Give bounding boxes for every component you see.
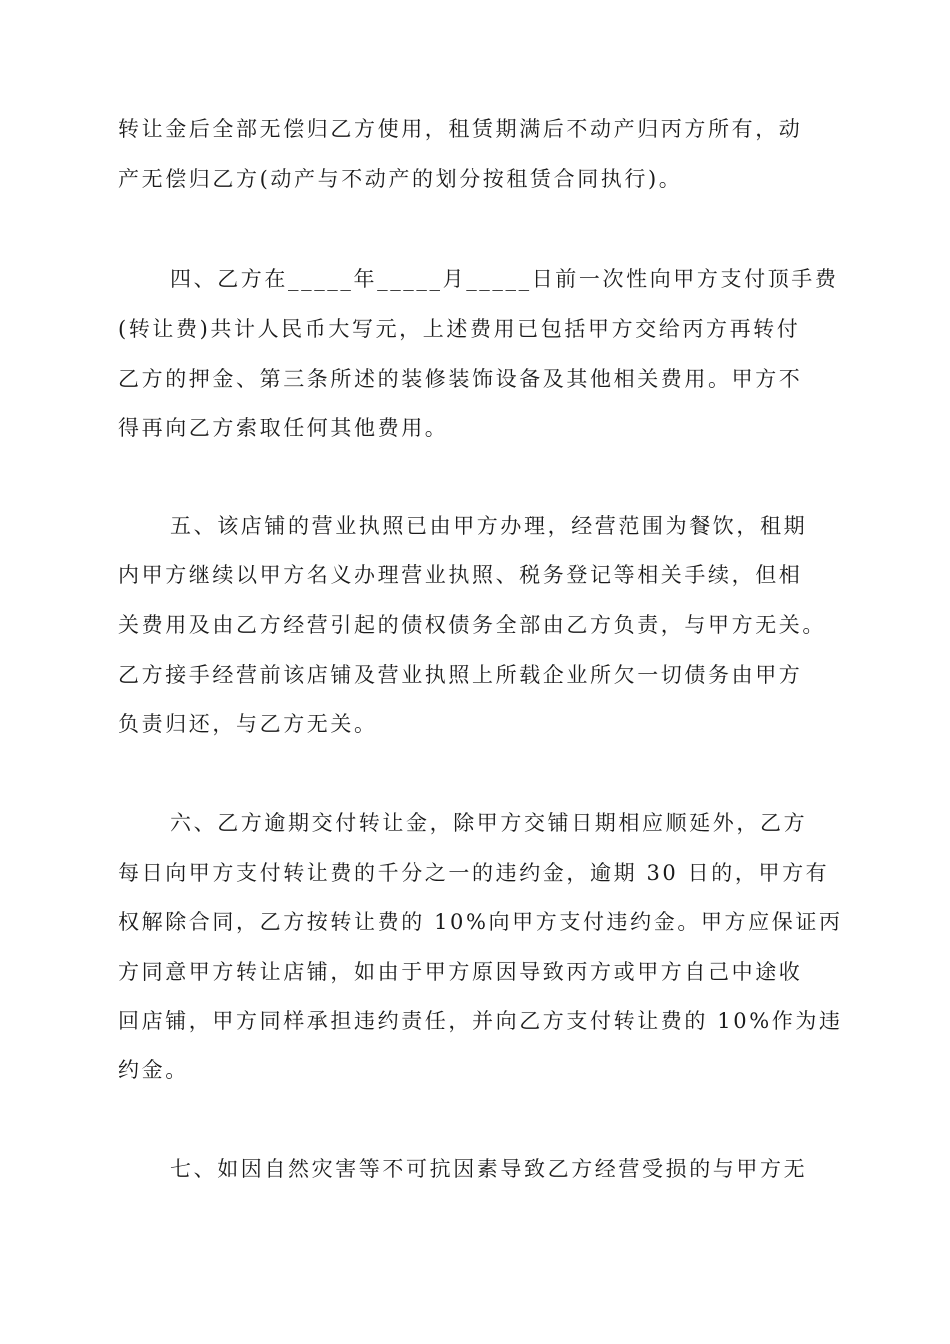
text-line: 内甲方继续以甲方名义办理营业执照、税务登记等相关手续，但相: [118, 563, 803, 587]
paragraph-7-start: 七、如因自然灾害等不可抗因素导致乙方经营受损的与甲方无: [170, 1157, 808, 1181]
text-line: 负责归还，与乙方无关。: [118, 712, 378, 736]
text-line: 乙方的押金、第三条所述的装修装饰设备及其他相关费用。甲方不: [118, 367, 803, 391]
text-line: 方同意甲方转让店铺，如由于甲方原因导致丙方或甲方自己中途收: [118, 960, 803, 984]
paragraph-6-start: 六、乙方逾期交付转让金，除甲方交铺日期相应顺延外，乙方: [170, 811, 808, 835]
text-line: 转让金后全部无偿归乙方使用，租赁期满后不动产归丙方所有，动: [118, 117, 803, 141]
text-line: 回店铺，甲方同样承担违约责任，并向乙方支付转让费的 10%作为违: [118, 1009, 843, 1033]
text-line: 约金。: [118, 1058, 189, 1082]
paragraph-4-start: 四、乙方在_____年_____月_____日前一次性向甲方支付顶手费: [170, 267, 839, 291]
text-line: (转让费)共计人民币大写元，上述费用已包括甲方交给丙方再转付: [118, 317, 801, 341]
text-line: 产无偿归乙方(动产与不动产的划分按租赁合同执行)。: [118, 167, 683, 191]
text-line: 关费用及由乙方经营引起的债权债务全部由乙方负责，与甲方无关。: [118, 613, 826, 637]
text-line: 权解除合同，乙方按转让费的 10%向甲方支付违约金。甲方应保证丙: [118, 910, 843, 934]
text-line: 得再向乙方索取任何其他费用。: [118, 416, 449, 440]
paragraph-5-start: 五、该店铺的营业执照已由甲方办理，经营范围为餐饮，租期: [170, 514, 808, 538]
text-line: 每日向甲方支付转让费的千分之一的违约金，逾期 30 日的，甲方有: [118, 861, 830, 885]
text-line: 乙方接手经营前该店铺及营业执照上所载企业所欠一切债务由甲方: [118, 663, 803, 687]
